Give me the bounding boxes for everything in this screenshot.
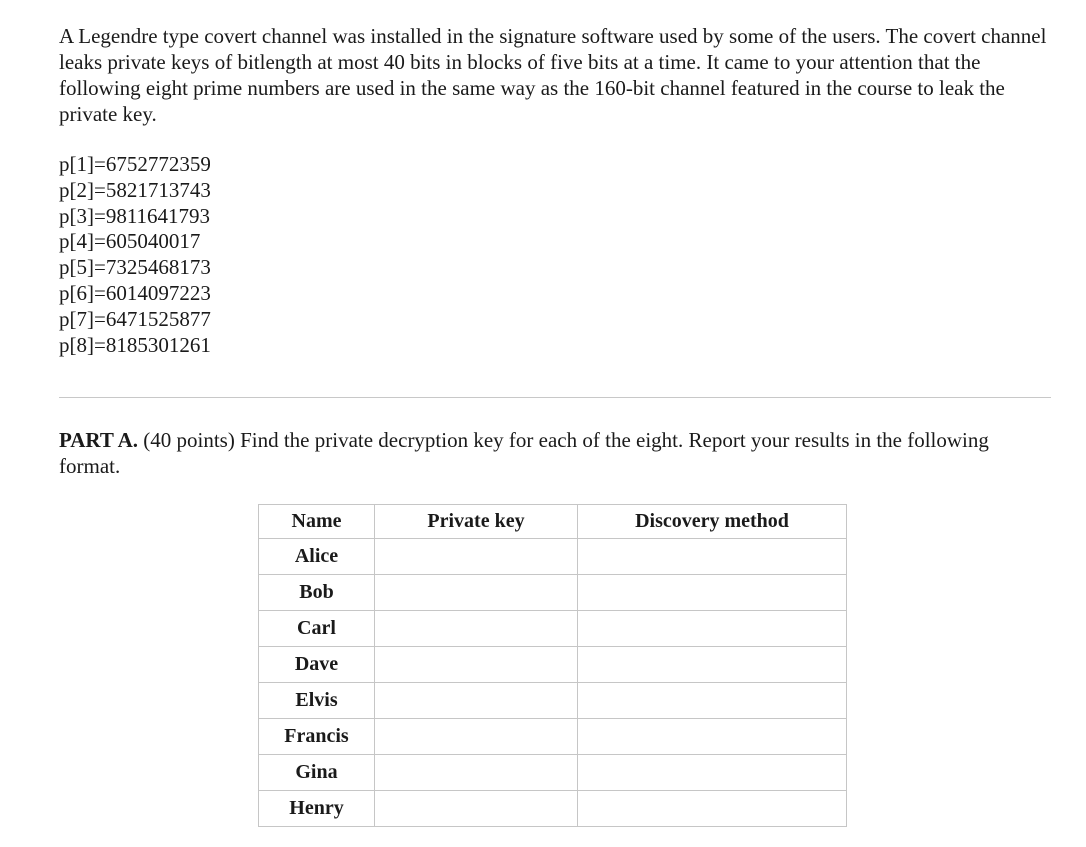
header-private-key: Private key [375,505,578,539]
table-row [259,611,847,647]
cell-private-key [375,791,578,827]
cell-discovery-method [578,683,847,719]
horizontal-divider [59,397,1051,398]
part-a-label: PART A. [59,428,138,452]
cell-discovery-method [578,791,847,827]
cell-discovery-method [578,719,847,755]
prime-list [59,152,211,358]
table-row [259,719,847,755]
cell-name: Henry [259,791,375,827]
prime-item: p[5]=7325468173 [59,255,211,280]
cell-name: Bob [259,575,375,611]
cell-name: Alice [259,539,375,575]
table-row [259,755,847,791]
cell-name: Francis [259,719,375,755]
cell-private-key [375,611,578,647]
prime-item: p[2]=5821713743 [59,177,211,202]
table-row [259,575,847,611]
part-a-paragraph [59,427,1049,479]
cell-discovery-method [578,575,847,611]
results-table [258,504,847,827]
cell-name: Elvis [259,683,375,719]
cell-private-key [375,755,578,791]
prime-item: p[1]=6752772359 [59,152,211,176]
header-discovery-method: Discovery method [578,505,847,539]
cell-discovery-method [578,611,847,647]
prime-item: p[3]=9811641793 [59,203,211,228]
cell-name: Dave [259,647,375,683]
prime-item: p[4]=605040017 [59,229,201,254]
intro-paragraph: A Legendre type covert channel was installed in the signature software used by some of the users. The covert channel leaks private keys of bitlength at most 40 bits in blocks of five bits at a time. It came to your attention that the following eight prime numbers are used in the same way as the 160-bit channel featured in the course to leak the private key. [59,24,1047,126]
cell-discovery-method [578,539,847,575]
part-a-text: (40 points) Find the private decryption key for each of the eight. Report your results in the following format. [59,428,989,478]
cell-private-key [375,539,578,575]
cell-discovery-method [578,647,847,683]
cell-name: Carl [259,611,375,647]
cell-private-key [375,575,578,611]
prime-item: p[6]=6014097223 [59,280,211,305]
cell-private-key [375,683,578,719]
prime-item: p[8]=8185301261 [59,332,211,357]
table-row [259,539,847,575]
table-row [259,647,847,683]
cell-name: Gina [259,755,375,791]
cell-private-key [375,647,578,683]
cell-discovery-method [578,755,847,791]
table-header-row [259,505,847,539]
header-name: Name [259,505,375,539]
prime-item: p[7]=6471525877 [59,306,211,331]
table-row [259,683,847,719]
table-row [259,791,847,827]
cell-private-key [375,719,578,755]
